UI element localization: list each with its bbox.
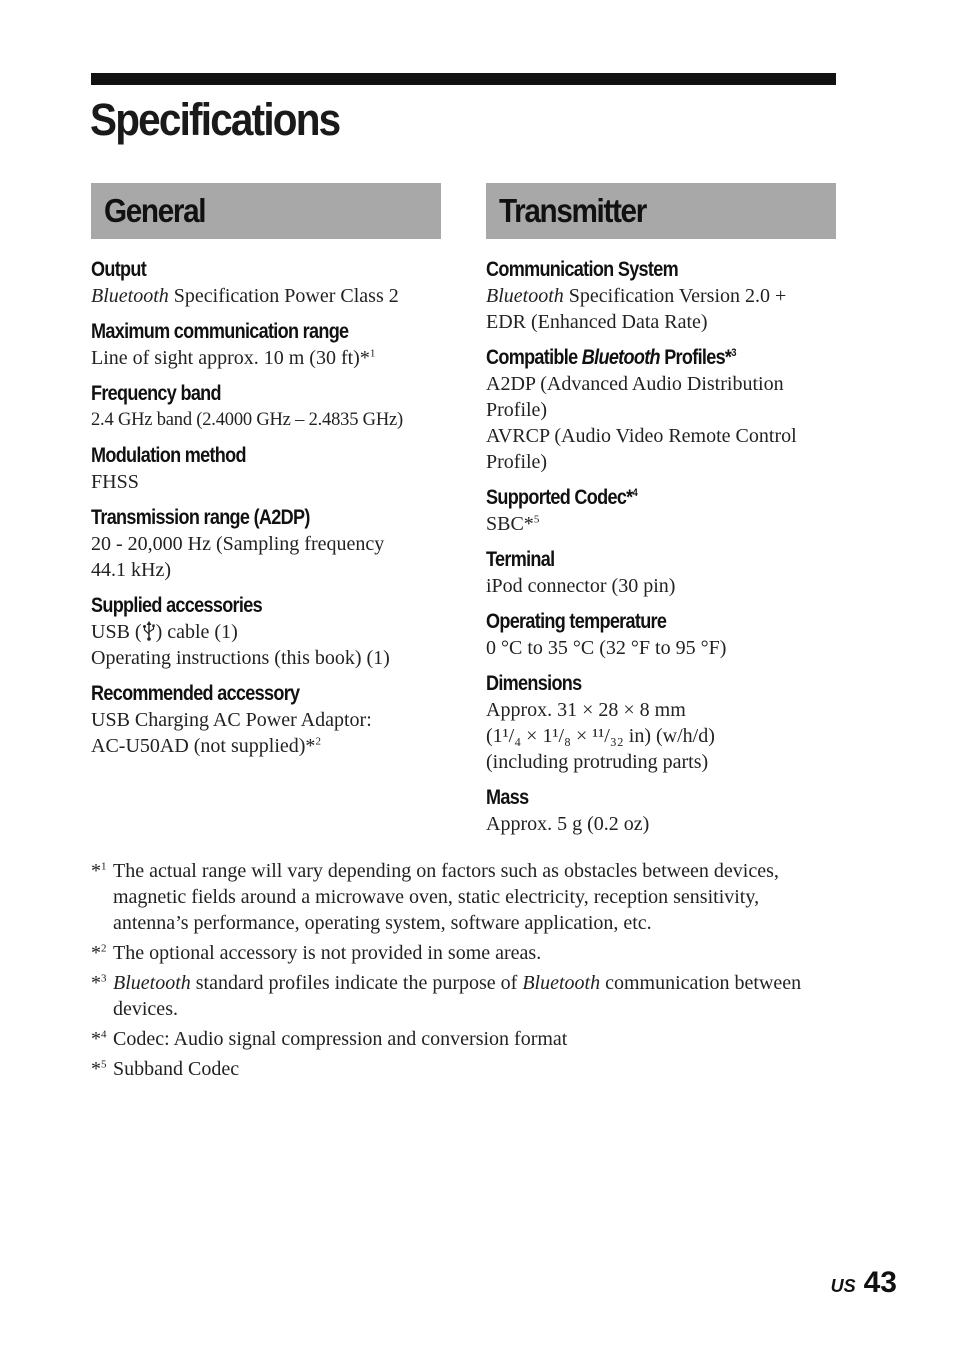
footnote: *$^2$ The optional accessory is not provided in some areas. <box>91 942 542 964</box>
spec-terminal: Terminal iPod connector (30 pin) <box>486 548 676 597</box>
footnote: *$^3$ Bluetooth standard profiles indicate the purpose of Bluetooth communication between devices. <box>91 972 802 1020</box>
spec-communication: Communication System Bluetooth Specification Version 2.0 + EDR (Enhanced Data Rate) <box>486 258 787 333</box>
footnote: *$^4$ Codec: Audio signal compression and conversion format <box>91 1028 568 1050</box>
footnote: *$^5$ Subband Codec <box>91 1058 240 1080</box>
spec-mass-label: Mass <box>486 786 529 809</box>
spec-communication-label: Communication System <box>486 258 678 281</box>
usb-icon <box>142 621 156 641</box>
top-rule <box>91 73 836 85</box>
spec-temperature-label: Operating temperature <box>486 610 667 633</box>
footnote: *$^1$ The actual range will vary depending on factors such as obstacles between devices, magnetic fields around a microwave oven, static electricity, reception sensitivity, antenna’s performance, operating system, software application, etc. <box>91 860 779 934</box>
spec-range: Maximum communication range Line of sight approx. 10 m (30 ft)*$^1$ <box>91 320 376 369</box>
region-label: US <box>830 1276 856 1296</box>
general-heading: General <box>91 183 441 239</box>
page-number: 43 <box>863 1266 897 1299</box>
spec-codec: Supported Codec*$^4$ SBC*$^5$ <box>486 486 638 535</box>
footnotes <box>91 858 831 1086</box>
spec-dimensions-label: Dimensions <box>486 672 582 695</box>
spec-dimensions: Dimensions Approx. 31 × 28 × 8 mm (1¹/₄ × 1¹/₈ × ¹¹/₃₂ in) (w/h/d) (including protruding parts) <box>486 672 715 773</box>
page-title: Specifications <box>90 94 340 145</box>
spec-output: Output Bluetooth Specification Power Class 2 <box>91 258 399 307</box>
spec-transmission-label: Transmission range (A2DP) <box>91 506 310 529</box>
spec-output-label: Output <box>91 258 147 281</box>
general-column <box>91 183 441 769</box>
spec-terminal-label: Terminal <box>486 548 555 571</box>
transmitter-column <box>486 183 836 847</box>
spec-modulation-label: Modulation method <box>91 444 246 467</box>
spec-accessories: Supplied accessories USB ( ) cable (1) Operating instructions (this book) (1) <box>91 594 390 669</box>
spec-recommended: Recommended accessory USB Charging AC Power Adaptor: AC-U50AD (not supplied)*$^2$ <box>91 682 372 757</box>
spec-profiles: Compatible Bluetooth Profiles*$^3$ A2DP (Advanced Audio Distribution Profile) AVRCP (Audio Video Remote Control Profile) <box>486 346 797 473</box>
spec-temperature: Operating temperature 0 °C to 35 °C (32 °F to 95 °F) <box>486 610 727 659</box>
page-marker <box>831 1266 897 1300</box>
spec-mass: Mass Approx. 5 g (0.2 oz) <box>486 786 650 835</box>
spec-frequency: Frequency band 2.4 GHz band (2.4000 GHz – 2.4835 GHz) <box>91 382 403 430</box>
spec-codec-label: Supported Codec*$^4$ <box>486 486 638 509</box>
spec-accessories-label: Supplied accessories <box>91 594 262 617</box>
spec-transmission: Transmission range (A2DP) 20 - 20,000 Hz (Sampling frequency 44.1 kHz) <box>91 506 385 581</box>
spec-profiles-label: Compatible Bluetooth Profiles*$^3$ <box>486 346 736 369</box>
spec-modulation: Modulation method FHSS <box>91 444 246 493</box>
spec-frequency-label: Frequency band <box>91 382 221 405</box>
spec-range-label: Maximum communication range <box>91 320 349 343</box>
transmitter-heading: Transmitter <box>486 183 836 239</box>
spec-recommended-label: Recommended accessory <box>91 682 300 705</box>
